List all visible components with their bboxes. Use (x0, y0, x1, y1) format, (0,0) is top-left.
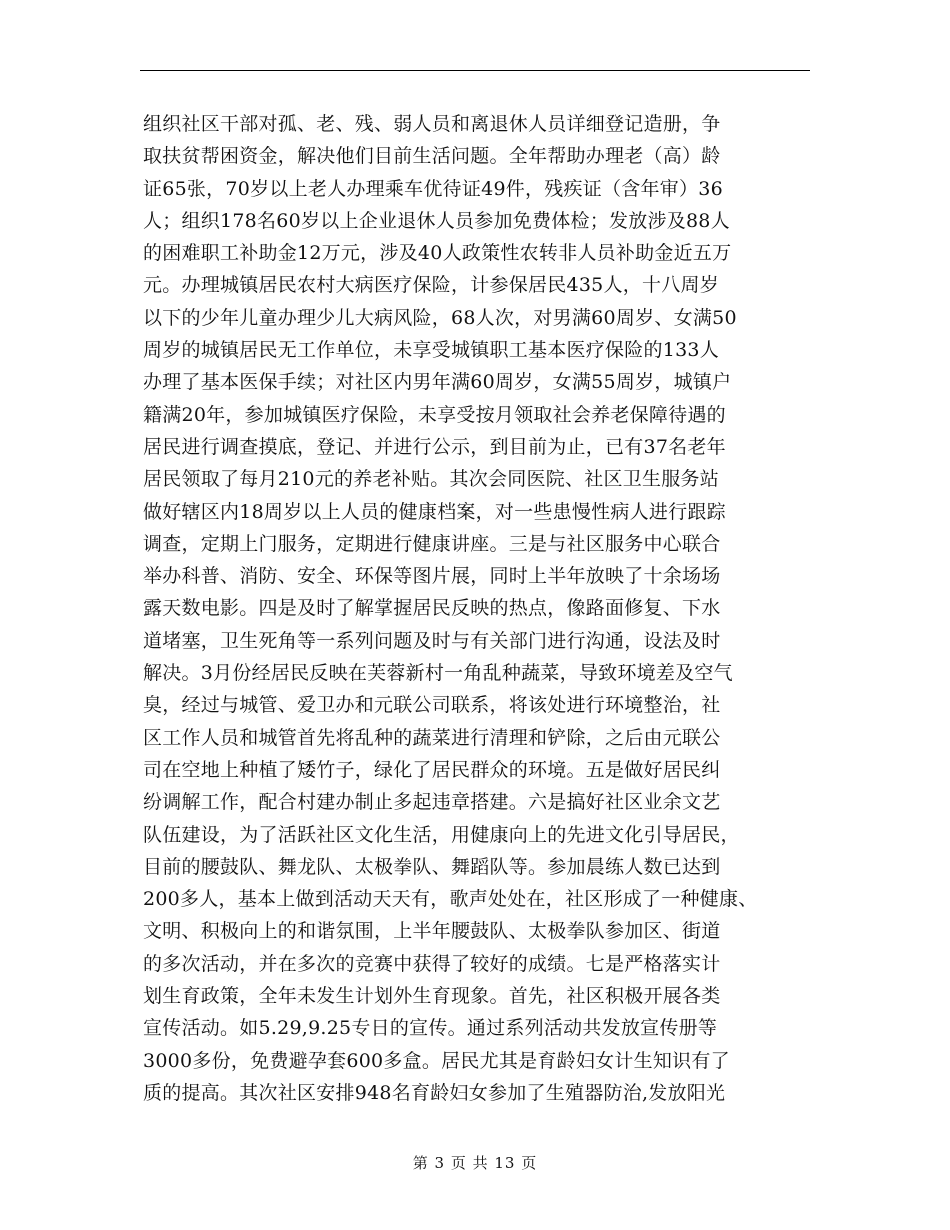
text-line: 纷调解工作，配合村建办制止多起违章搭建。六是搞好社区业余文艺 (143, 791, 721, 814)
text-line: 道堵塞，卫生死角等一系列问题及时与有关部门进行沟通，设法及时 (143, 629, 721, 652)
text-line: 目前的腰鼓队、舞龙队、太极拳队、舞蹈队等。参加晨练人数已达到 (143, 855, 721, 878)
text-line: 队伍建设，为了活跃社区文化生活，用健康向上的先进文化引导居民， (143, 823, 740, 846)
text-line: 宣传活动。如5.29,9.25专日的宣传。通过系列活动共发放宣传册等 (143, 1017, 718, 1040)
text-line: 做好辖区内18周岁以上人员的健康档案，对一些患慢性病人进行跟踪 (143, 500, 726, 523)
text-line: 调查，定期上门服务，定期进行健康讲座。三是与社区服务中心联合 (143, 532, 721, 555)
text-line: 举办科普、消防、安全、环保等图片展，同时上半年放映了十余场场 (143, 565, 721, 588)
text-line: 取扶贫帮困资金，解决他们目前生活问题。全年帮助办理老（高）龄 (143, 145, 721, 168)
text-line: 200多人，基本上做到活动天天有，歌声处处在，社区形成了一种健康、 (143, 888, 758, 911)
text-line: 臭，经过与城管、爱卫办和元联公司联系，将该处进行环境整治，社 (143, 694, 721, 717)
text-line: 划生育政策，全年未发生计划外生育现象。首先，社区积极开展各类 (143, 985, 721, 1008)
body-text (143, 108, 823, 1109)
text-line: 组织社区干部对孤、老、残、弱人员和离退休人员详细登记造册，争 (143, 113, 721, 135)
text-line: 区工作人员和城管首先将乱种的蔬菜进行清理和铲除，之后由元联公 (143, 726, 721, 749)
text-line: 办理了基本医保手续；对社区内男年满60周岁，女满55周岁，城镇户 (143, 371, 732, 394)
text-line: 的多次活动，并在多次的竞赛中获得了较好的成绩。七是严格落实计 (143, 952, 721, 975)
text-line: 的困难职工补助金12万元，涉及40人政策性农转非人员补助金近五万 (143, 242, 732, 265)
text-line: 人；组织178名60岁以上企业退休人员参加免费体检；发放涉及88人 (143, 209, 730, 232)
page-number: 第 3 页 共 13 页 (412, 1154, 538, 1172)
text-line: 周岁的城镇居民无工作单位，未享受城镇职工基本医疗保险的133人 (143, 339, 720, 362)
text-line: 文明、积极向上的和谐氛围，上半年腰鼓队、太极拳队参加区、街道 (143, 920, 721, 943)
text-line: 司在空地上种植了矮竹子，绿化了居民群众的环境。五是做好居民纠 (143, 758, 721, 781)
text-line: 籍满20年，参加城镇医疗保险，未享受按月领取社会养老保障待遇的 (143, 403, 726, 426)
page-footer (0, 1152, 950, 1173)
text-line: 质的提高。其次社区安排948名育龄妇女参加了生殖器防治,发放阳光 (143, 1081, 726, 1104)
text-line: 元。办理城镇居民农村大病医疗保险，计参保居民435人，十八周岁 (143, 274, 720, 297)
text-line: 居民领取了每月210元的养老补贴。其次会同医院、社区卫生服务站 (143, 468, 720, 491)
text-line: 证65张，70岁以上老人办理乘车优待证49件，残疾证（含年审）36 (143, 177, 723, 200)
text-line: 解决。3月份经居民反映在芙蓉新村一角乱种蔬菜，导致环境差及空气 (143, 662, 733, 685)
text-line: 3000多份，免费避孕套600多盒。居民尤其是育龄妇女计生知识有了 (143, 1049, 730, 1072)
header-rule (140, 70, 810, 71)
text-line: 以下的少年儿童办理少儿大病风险，68人次，对男满60周岁、女满50 (143, 306, 737, 329)
text-line: 居民进行调查摸底，登记、并进行公示，到目前为止，已有37名老年 (143, 435, 726, 458)
text-line: 露天数电影。四是及时了解掌握居民反映的热点，像路面修复、下水 (143, 597, 721, 620)
